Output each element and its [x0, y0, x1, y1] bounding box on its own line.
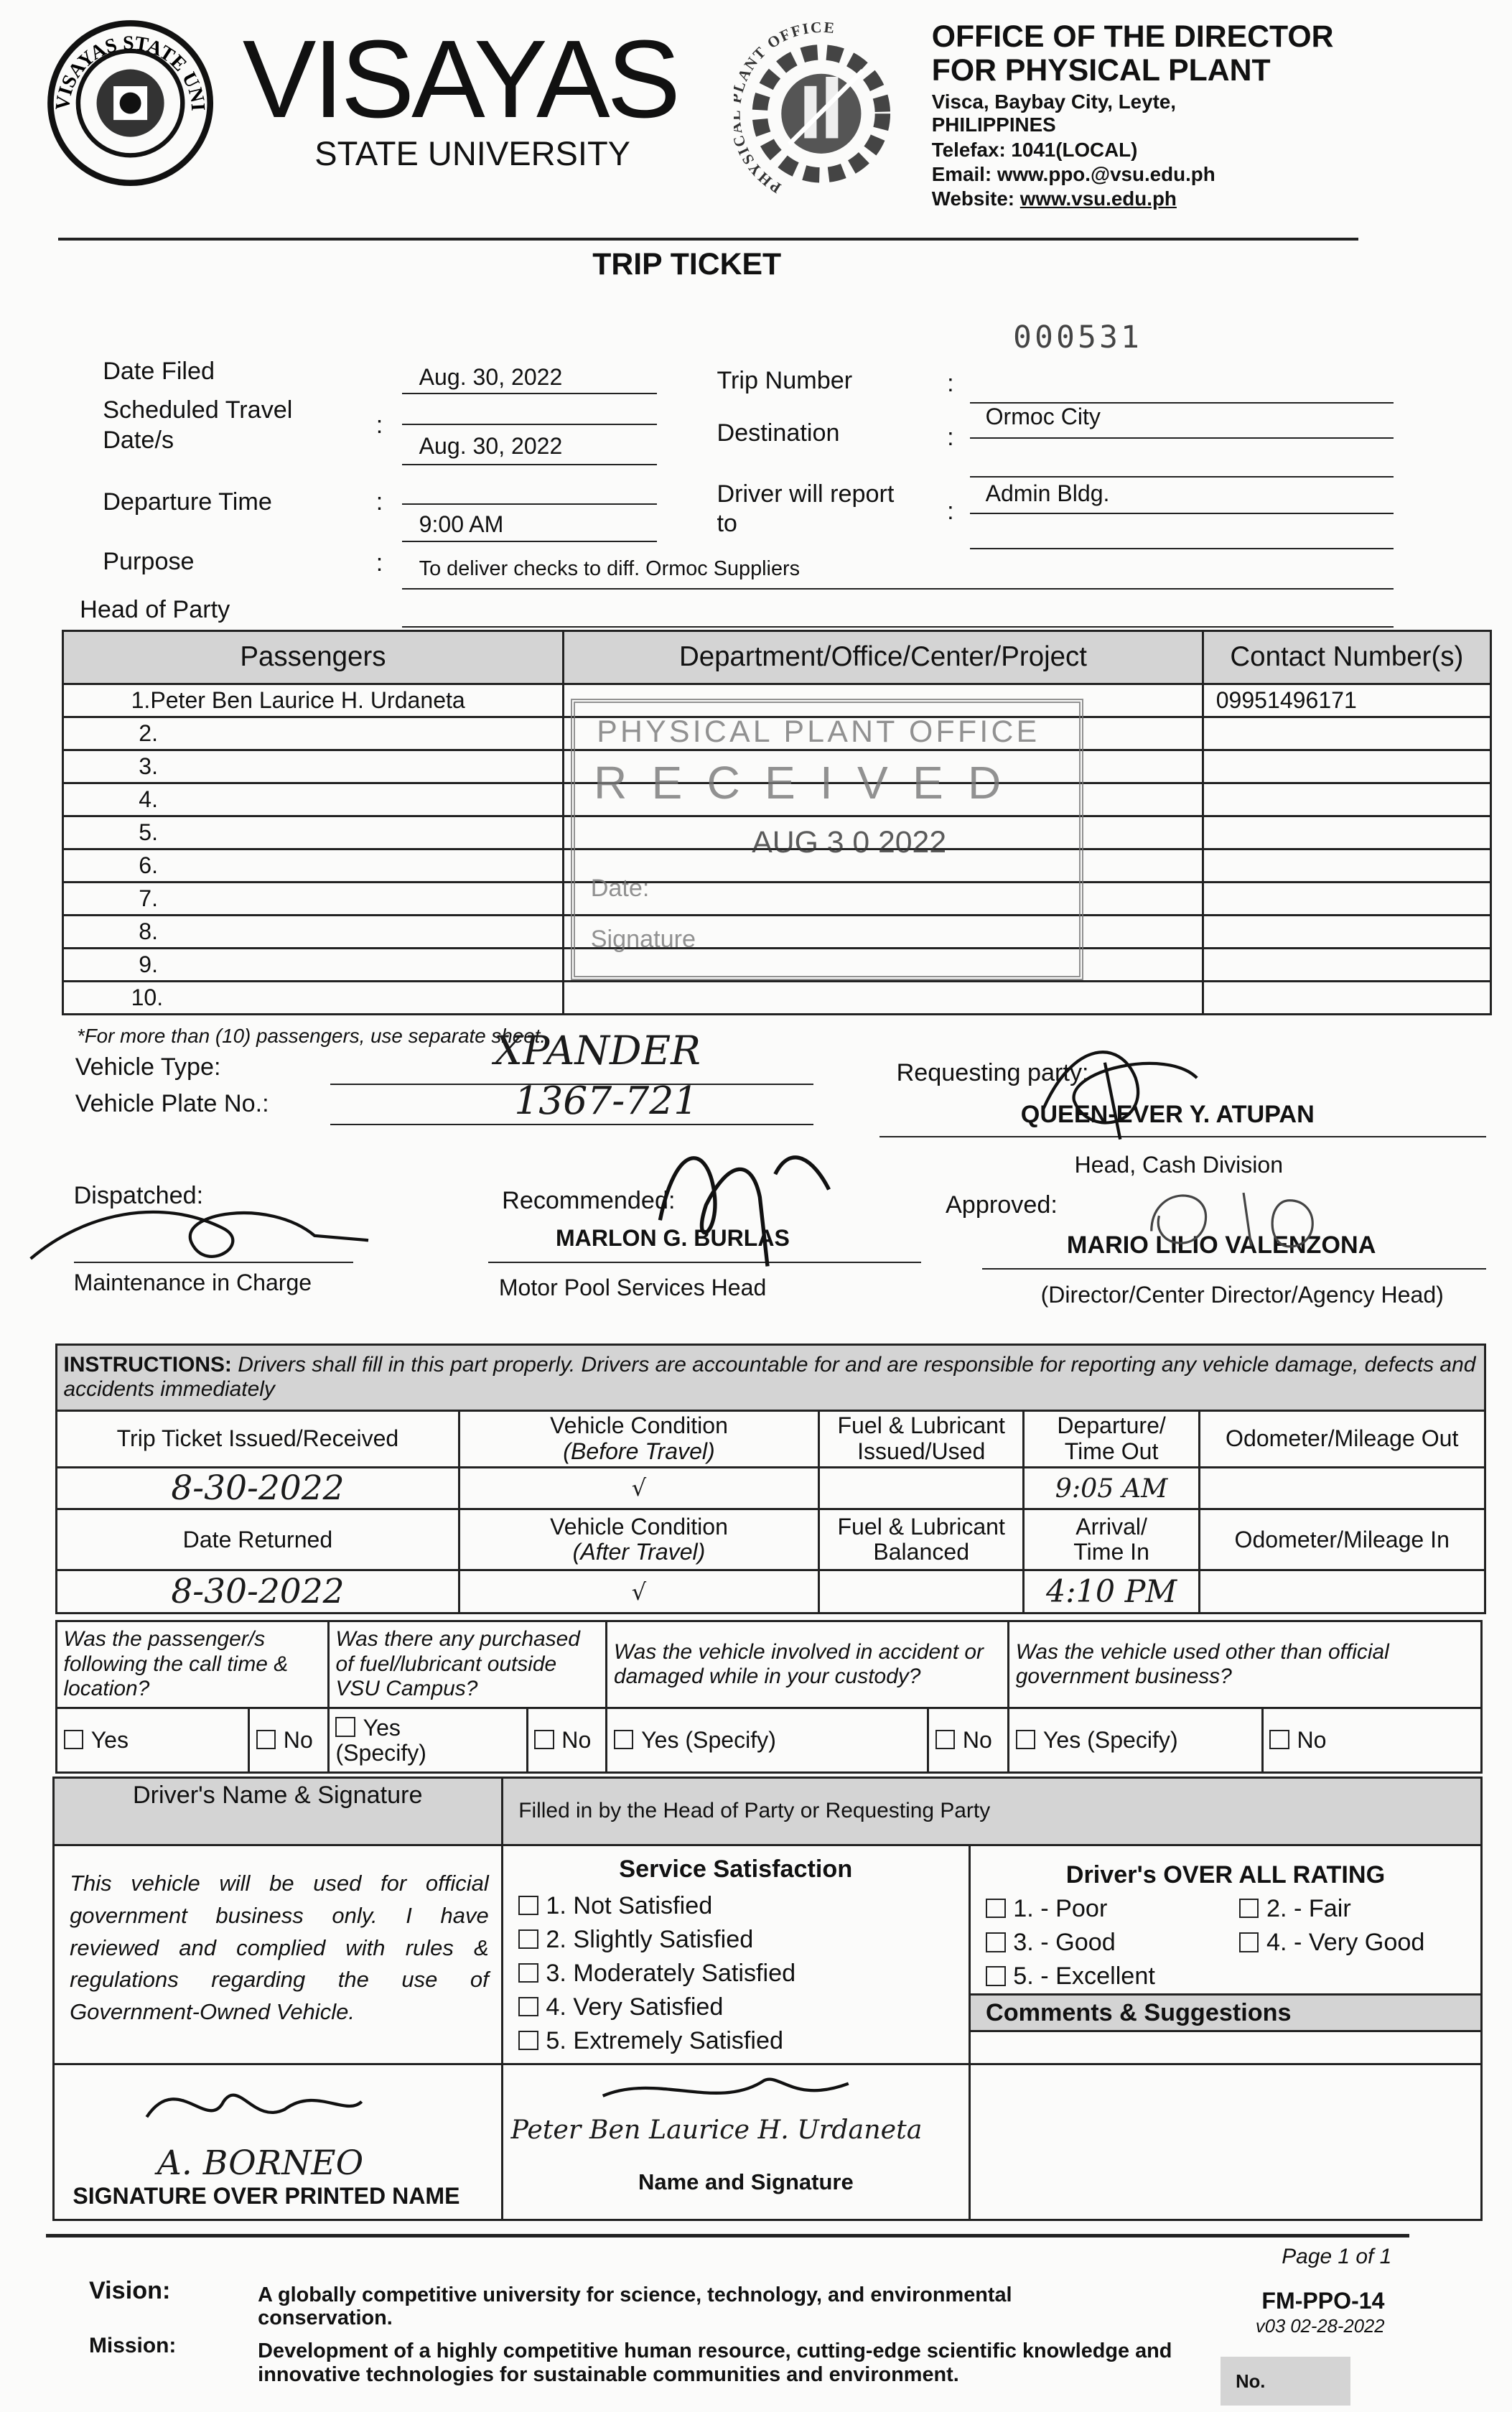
form-version: v03 02-28-2022 [1255, 2316, 1385, 2337]
row-number: 4. [62, 783, 564, 816]
header-time-out: Time Out [1064, 1438, 1159, 1464]
checkbox-yes-1[interactable] [56, 1708, 248, 1773]
header-odometer-out: Odometer/Mileage Out [1199, 1410, 1485, 1467]
header-issued-used: Issued/Used [857, 1438, 986, 1464]
website-label: Website: [931, 187, 1015, 210]
satisfaction-option-1[interactable]: 1. Not Satisfied [518, 1889, 968, 1923]
colon: : [375, 549, 383, 577]
yes-label: Yes [90, 1727, 129, 1754]
mission-label: Mission: [89, 2333, 177, 2357]
requester-signature [595, 2065, 856, 2119]
colon: : [947, 370, 954, 398]
colon: : [947, 424, 954, 452]
vision-text: A globally competitive university for science, technology, and environmental conservation. [258, 2283, 1012, 2330]
recommended-signature [645, 1128, 844, 1282]
colon: : [947, 497, 954, 525]
specify-label: (Specify) [335, 1739, 426, 1766]
row-number: 5. [62, 816, 564, 849]
rating-option-poor[interactable]: 1. - Poor [986, 1892, 1107, 1926]
requesting-party-title: Head, Cash Division [1074, 1151, 1284, 1178]
yes-label: Yes [363, 1714, 401, 1741]
university-name: VISAYAS [242, 17, 678, 141]
number-label: No. [1236, 2372, 1266, 2393]
dispatched-title: Maintenance in Charge [73, 1270, 312, 1296]
ppo-logo [734, 22, 910, 202]
vehicle-plate-value: 1367-721 [514, 1078, 699, 1123]
scheduled-travel-label-2: Date/s [103, 427, 174, 455]
rating-title: Driver's OVER ALL RATING [1065, 1861, 1386, 1889]
yes-label: Yes (Specify) [641, 1727, 776, 1754]
stamp-received: RECEIVED [593, 756, 1026, 809]
satisfaction-option-3[interactable]: 3. Moderately Satisfied [518, 1957, 968, 1990]
head-of-party-label: Head of Party [80, 595, 230, 623]
header-contact: Contact Number(s) [1203, 630, 1491, 684]
header-passengers: Passengers [62, 630, 564, 684]
header-before-travel: (Before Travel) [563, 1438, 715, 1464]
requester-name: Peter Ben Laurice H. Urdaneta [510, 2114, 923, 2146]
scheduled-travel-label: Scheduled Travel [103, 396, 293, 424]
requesting-party-name: QUEEN-EVER Y. ATUPAN [1020, 1100, 1315, 1128]
website-link[interactable]: www.vsu.edu.ph [1019, 187, 1177, 210]
header-department: Department/Office/Center/Project [564, 630, 1203, 684]
destination-value: Ormoc City [985, 404, 1101, 430]
approved-name: MARIO LILIO VALENZONA [1066, 1231, 1376, 1259]
header-fuel: Fuel & Lubricant [837, 1412, 1005, 1439]
form-code: FM-PPO-14 [1261, 2287, 1385, 2314]
row-number: 8. [62, 916, 564, 949]
colon: : [375, 411, 383, 439]
row-number: 7. [62, 883, 564, 916]
no-label: No [283, 1727, 313, 1754]
requesting-party-signature [1028, 1032, 1213, 1155]
row-number: 2. [62, 717, 564, 750]
questions-table [55, 1620, 1483, 1774]
driver-signature [131, 2071, 377, 2140]
office-title-1: OFFICE OF THE DIRECTOR [931, 19, 1334, 54]
row-number: 3. [62, 750, 564, 783]
instructions-text: Drivers shall fill in this part properly. Drivers are accountable for and are responsible for reporting any vehicle damage, defects and accidents immediately [63, 1352, 1476, 1402]
row-number: 1. [131, 687, 151, 714]
header-time-in: Time In [1073, 1539, 1149, 1565]
vision-label: Vision: [89, 2276, 171, 2304]
checkbox-yes-3[interactable] [607, 1708, 928, 1773]
filled-by-header: Filled in by the Head of Party or Requesting Party [502, 1777, 1481, 1845]
trip-number-label: Trip Number [717, 366, 853, 394]
address-line-2: PHILIPPINES [931, 113, 1056, 136]
stamp-office: PHYSICAL PLANT OFFICE [597, 714, 1040, 749]
university-subname: STATE UNIVERSITY [314, 134, 631, 173]
recommended-name: MARLON G. BURLAS [555, 1225, 790, 1252]
checkbox-no-3[interactable] [928, 1708, 1009, 1773]
seal-text: VISAYAS STATE UNI [51, 32, 210, 111]
no-label: No [1297, 1727, 1327, 1754]
purpose-label: Purpose [103, 548, 195, 576]
fuel-issued-value [819, 1467, 1024, 1509]
satisfaction-option-4[interactable]: 4. Very Satisfied [518, 1990, 968, 2024]
driver-printed-name: A. BORNEO [157, 2143, 364, 2183]
driver-rating-table [52, 1777, 1483, 2221]
header-balanced: Balanced [873, 1539, 970, 1565]
service-satisfaction-title: Service Satisfaction [619, 1855, 853, 1883]
condition-after-value: √ [459, 1570, 818, 1614]
date-filed-label: Date Filed [103, 358, 215, 386]
departure-time-label: Departure Time [103, 488, 272, 516]
purpose-value: To deliver checks to diff. Ormoc Suppliers [419, 557, 801, 581]
table-row [62, 981, 1491, 1014]
rating-option-very-good[interactable]: 4. - Very Good [1239, 1926, 1425, 1960]
rating-option-good[interactable]: 3. - Good [986, 1926, 1116, 1960]
odometer-out-value [1199, 1467, 1485, 1509]
yes-label: Yes (Specify) [1042, 1727, 1178, 1754]
report-to-label: Driver will report [717, 480, 895, 508]
form-title: TRIP TICKET [592, 247, 782, 282]
row-number: 10. [62, 981, 564, 1014]
row-number: 6. [62, 849, 564, 883]
report-to-value: Admin Bldg. [985, 480, 1110, 507]
travel-log-table [55, 1344, 1486, 1614]
header-trip-issued: Trip Ticket Issued/Received [56, 1410, 459, 1467]
no-label: No [561, 1727, 592, 1754]
received-stamp [571, 699, 1083, 981]
date-filed-value: Aug. 30, 2022 [419, 363, 563, 390]
checkbox-yes-4[interactable] [1009, 1708, 1263, 1773]
departure-time-value: 9:00 AM [419, 511, 504, 537]
odometer-in-value [1199, 1570, 1485, 1614]
rating-option-fair[interactable]: 2. - Fair [1239, 1892, 1351, 1926]
fuel-balanced-value [819, 1570, 1024, 1614]
address-line-1: Visca, Baybay City, Leyte, [931, 90, 1177, 113]
recommended-title: Motor Pool Services Head [498, 1274, 767, 1300]
dispatched-signature [23, 1182, 376, 1290]
rating-option-excellent[interactable]: 5. - Excellent [986, 1960, 1155, 1993]
vehicle-type-label: Vehicle Type: [75, 1053, 221, 1081]
approved-title: (Director/Center Director/Agency Head) [1040, 1282, 1444, 1308]
satisfaction-option-5[interactable]: 5. Extremely Satisfied [518, 2024, 968, 2058]
contact-number: 09951496171 [1203, 684, 1491, 717]
office-title-2: FOR PHYSICAL PLANT [931, 52, 1271, 88]
checkbox-no-1[interactable] [249, 1708, 329, 1773]
trip-number-value: 000531 [1013, 319, 1143, 355]
trip-issued-value: 8-30-2022 [56, 1467, 459, 1509]
email: Email: www.ppo.@vsu.edu.ph [931, 162, 1215, 185]
satisfaction-option-2[interactable]: 2. Slightly Satisfied [518, 1923, 968, 1957]
stamp-signature-label: Signature [590, 925, 696, 953]
passenger-name: Peter Ben Laurice H. Urdaneta [150, 687, 465, 714]
checkbox-yes-2[interactable] [328, 1708, 527, 1773]
report-to-label-2: to [717, 509, 737, 537]
number-box [1221, 2357, 1351, 2406]
stamp-date-label: Date: [590, 875, 650, 903]
page-number: Page 1 of 1 [1282, 2244, 1392, 2268]
approved-label: Approved: [946, 1191, 1058, 1219]
question-fuel-purchase: Was there any purchased of fuel/lubricant outside VSU Campus? [328, 1621, 607, 1708]
colon: : [375, 488, 383, 516]
comments-header: Comments & Suggestions [971, 1993, 1481, 2032]
mission-text: Development of a highly competitive human resource, cutting-edge scientific knowledge and innovative technologies for sustainable communities and environment. [258, 2339, 1172, 2387]
vehicle-plate-label: Vehicle Plate No.: [75, 1089, 269, 1117]
header-after-travel: (After Travel) [572, 1539, 706, 1565]
requesting-party-label: Requesting party: [896, 1059, 1089, 1087]
dispatched-label: Dispatched: [73, 1182, 204, 1210]
no-label: No [962, 1727, 992, 1754]
checkbox-no-2[interactable] [527, 1708, 607, 1773]
header-arrival: Arrival/ [1075, 1513, 1147, 1540]
header-odometer-in: Odometer/Mileage In [1199, 1509, 1485, 1570]
scheduled-travel-value: Aug. 30, 2022 [419, 432, 563, 459]
checkbox-no-4[interactable] [1262, 1708, 1482, 1773]
recommended-label: Recommended: [502, 1186, 676, 1214]
time-in-value: 4:10 PM [1024, 1570, 1200, 1614]
question-other-use: Was the vehicle used other than official government business? [1009, 1621, 1482, 1708]
header-departure: Departure/ [1057, 1412, 1166, 1439]
comments-field[interactable] [971, 2032, 1481, 2063]
question-accident: Was the vehicle involved in accident or damaged while in your custody? [607, 1621, 1009, 1708]
header-fuel-balanced: Fuel & Lubricant [837, 1513, 1005, 1540]
passenger-note: *For more than (10) passengers, use separate sheet. [76, 1025, 546, 1048]
question-call-time: Was the passenger/s following the call time & location? [56, 1621, 328, 1708]
row-number: 9. [62, 949, 564, 982]
stamp-date: AUG 3 0 2022 [752, 824, 947, 860]
condition-before-value: √ [459, 1467, 818, 1509]
vehicle-type-value: XPANDER [494, 1028, 701, 1075]
header-vehicle-condition-after: Vehicle Condition [550, 1513, 728, 1540]
instructions-label: INSTRUCTIONS: [63, 1352, 232, 1377]
requester-signature-label: Name and Signature [638, 2169, 854, 2195]
driver-name-header: Driver's Name & Signature [53, 1777, 502, 1845]
ppo-logo-text: PHYSI ANT OFFICE [734, 21, 837, 197]
header-vehicle-condition: Vehicle Condition [550, 1412, 728, 1439]
university-seal [46, 19, 215, 187]
date-returned-value: 8-30-2022 [56, 1570, 459, 1614]
driver-signature-label: SIGNATURE OVER PRINTED NAME [73, 2182, 460, 2209]
time-out-value: 9:05 AM [1024, 1467, 1200, 1509]
driver-statement: This vehicle will be used for official government business only. I have reviewed and complied with rules & regulations regarding the use of Government-Owned Vehicle. [53, 1845, 502, 2064]
approved-signature [1121, 1170, 1335, 1262]
telefax: Telefax: 1041(LOCAL) [931, 138, 1138, 161]
destination-label: Destination [717, 419, 840, 447]
header-date-returned: Date Returned [56, 1509, 459, 1570]
